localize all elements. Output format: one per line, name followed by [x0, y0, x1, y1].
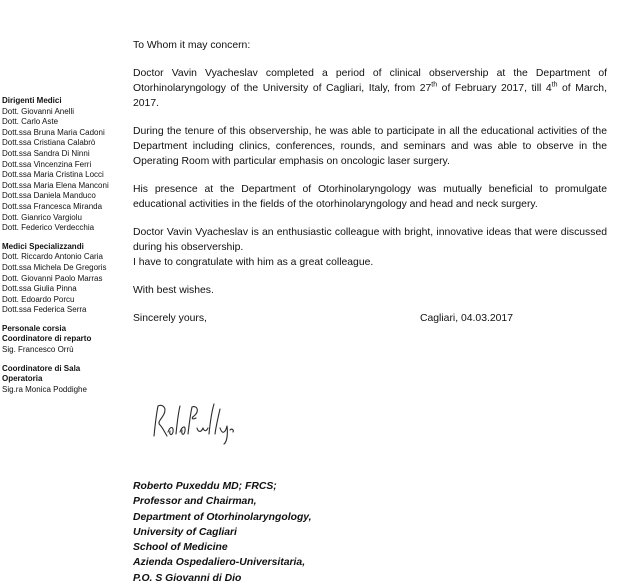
staff-group-subheading: Coordinatore di reparto	[2, 334, 92, 344]
staff-name: Dott.ssa Cristiana Calabrò	[2, 138, 96, 148]
paragraph-activities: During the tenure of this observership, he was able to participate in all the educational activities of the Department including clinics, conferences, rounds, and seminars and was able to observe in the Operating Room with particular emphasis on oncologic laser surgery.	[133, 126, 607, 167]
paragraph-colleague: Doctor Vavin Vyacheslav is an enthusiastic colleague with bright, innovative ideas that were discussed during his observership.	[133, 227, 607, 253]
staff-name: Dott.ssa Giulia Pinna	[2, 284, 77, 294]
staff-sidebar	[2, 96, 126, 403]
staff-name: Dott. Gianrico Vargiolu	[2, 212, 82, 222]
staff-name: Dott. Giovanni Paolo Marras	[2, 273, 103, 283]
signatory-name: Roberto Puxeddu MD; FRCS;	[133, 481, 277, 492]
staff-group-heading: Dirigenti Medici	[2, 96, 62, 105]
staff-name: Dott. Federico Verdecchia	[2, 223, 95, 233]
staff-name: Dott.ssa Francesca Miranda	[2, 201, 103, 211]
staff-group-heading: Medici Specializzandi	[2, 241, 84, 251]
ordinal-suffix: th	[431, 81, 438, 89]
staff-name: Dott.ssa Michela De Gregoris	[2, 262, 107, 272]
letter-body	[133, 38, 607, 326]
signatory-hospital: Azienda Ospedaliero-Universitaria,	[133, 557, 306, 569]
signatory-department: Department of Otorhinolaryngology,	[133, 511, 312, 523]
paragraph-presence: His presence at the Department of Otorhinolaryngology was mutually beneficial to promulgate educational activities in the fields of the otorhinolaryngology and head and neck surgery.	[133, 184, 607, 210]
staff-name: Dott.ssa Daniela Manduco	[2, 191, 96, 201]
handwritten-signature	[148, 398, 248, 446]
signatory-school: School of Medicine	[133, 542, 228, 554]
staff-name: Dott.ssa Maria Elena Manconi	[2, 180, 109, 190]
staff-group-dirigenti	[2, 96, 126, 234]
paragraph-text: Doctor Vavin Vyacheslav completed a period of clinical observership at the Department of Otorhinolaryngology of the University of Cagliari, Italy, from 27	[133, 68, 607, 94]
staff-group-heading: Personale corsia	[2, 323, 67, 333]
salutation: To Whom it may concern:	[133, 40, 251, 51]
staff-group-subheading: Operatoria	[2, 374, 43, 384]
closing-row	[133, 311, 513, 326]
signatory-university: University of Cagliari	[133, 526, 237, 538]
staff-name: Dott. Giovanni Anelli	[2, 106, 75, 116]
paragraph-text: of February 2017, till 4	[437, 83, 552, 94]
staff-name: Dott. Riccardo Antonio Caria	[2, 252, 103, 262]
paragraph-congratulate: I have to congratulate with him as a great colleague.	[133, 257, 374, 268]
staff-name: Dott.ssa Sandra Di Ninni	[2, 148, 90, 158]
place-date: Cagliari, 04.03.2017	[419, 313, 513, 324]
staff-name: Sig. Francesco Orrù	[2, 345, 74, 355]
staff-group-personale	[2, 324, 126, 356]
closing: Sincerely yours,	[133, 313, 207, 324]
staff-name: Dott.ssa Federica Serra	[2, 305, 87, 315]
signature-block	[133, 479, 433, 586]
signatory-title: Professor and Chairman,	[133, 496, 257, 508]
signatory-site: P.O. S Giovanni di Dio	[133, 572, 242, 584]
staff-group-sala	[2, 364, 126, 396]
best-wishes: With best wishes.	[133, 285, 214, 296]
staff-name: Dott. Carlo Aste	[2, 117, 59, 127]
staff-name: Sig.ra Monica Poddighe	[2, 384, 87, 394]
staff-group-specializzandi	[2, 242, 126, 316]
staff-name: Dott.ssa Maria Cristina Locci	[2, 170, 104, 180]
paragraph-text: of March, 2017.	[133, 83, 607, 109]
paragraph-observership	[133, 66, 607, 111]
ordinal-suffix: th	[551, 81, 558, 89]
staff-name: Dott. Edoardo Porcu	[2, 294, 75, 304]
staff-group-heading: Coordinatore di Sala	[2, 363, 81, 373]
staff-name: Dott.ssa Vincenzina Ferri	[2, 159, 92, 169]
staff-name: Dott.ssa Bruna Maria Cadoni	[2, 127, 105, 137]
